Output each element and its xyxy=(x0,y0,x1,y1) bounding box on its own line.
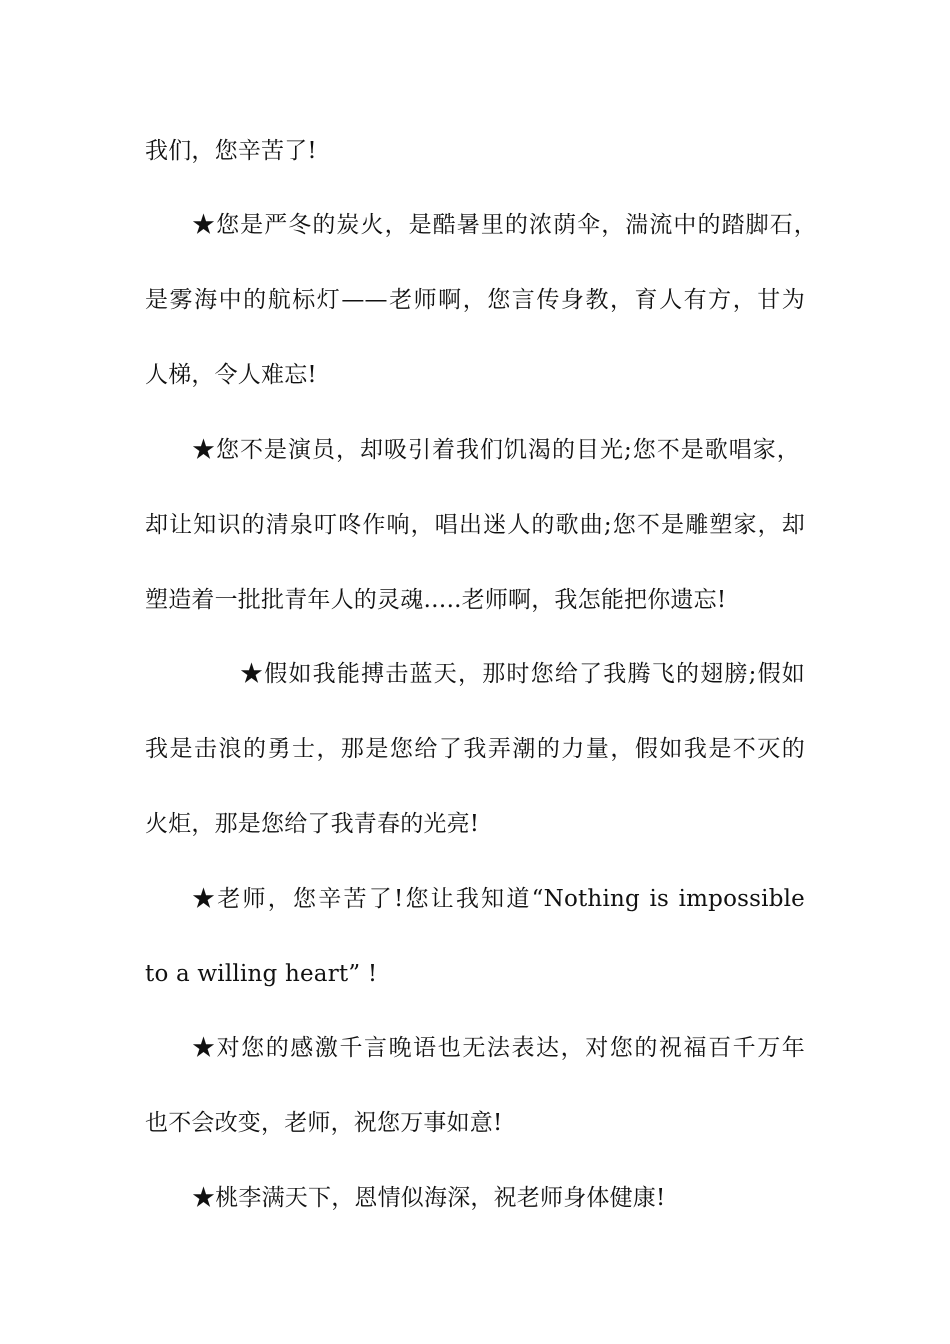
text-line-4: 人梯，令人难忘! xyxy=(145,362,317,388)
text-line-6: 却让知识的清泉叮咚作响，唱出迷人的歌曲;您不是雕塑家，却 xyxy=(145,512,805,538)
text-line-15: ★桃李满天下，恩情似海深，祝老师身体健康! xyxy=(192,1185,666,1211)
text-line-12: to a willing heart” ! xyxy=(145,961,378,987)
text-line-9: 我是击浪的勇士，那是您给了我弄潮的力量，假如我是不灭的 xyxy=(145,736,805,762)
text-line-7: 塑造着一批批青年人的灵魂…..老师啊，我怎能把你遗忘! xyxy=(145,587,727,613)
text-line-3: 是雾海中的航标灯——老师啊，您言传身教，育人有方，甘为 xyxy=(145,287,805,313)
text-line-10: 火炬，那是您给了我青春的光亮! xyxy=(145,811,480,837)
text-line-5: ★您不是演员，却吸引着我们饥渴的目光;您不是歌唱家， xyxy=(192,437,800,463)
text-line-8: ★假如我能搏击蓝天，那时您给了我腾飞的翅膀;假如 xyxy=(240,661,805,687)
text-line-11: ★老师，您辛苦了!您让我知道“Nothing is impossible xyxy=(192,886,805,912)
text-line-1: 我们，您辛苦了! xyxy=(145,138,317,164)
text-line-2: ★您是严冬的炭火，是酷暑里的浓荫伞，湍流中的踏脚石， xyxy=(192,212,817,238)
text-line-14: 也不会改变，老师，祝您万事如意! xyxy=(145,1110,503,1136)
text-line-13: ★对您的感激千言晚语也无法表达，对您的祝福百千万年 xyxy=(192,1035,805,1061)
